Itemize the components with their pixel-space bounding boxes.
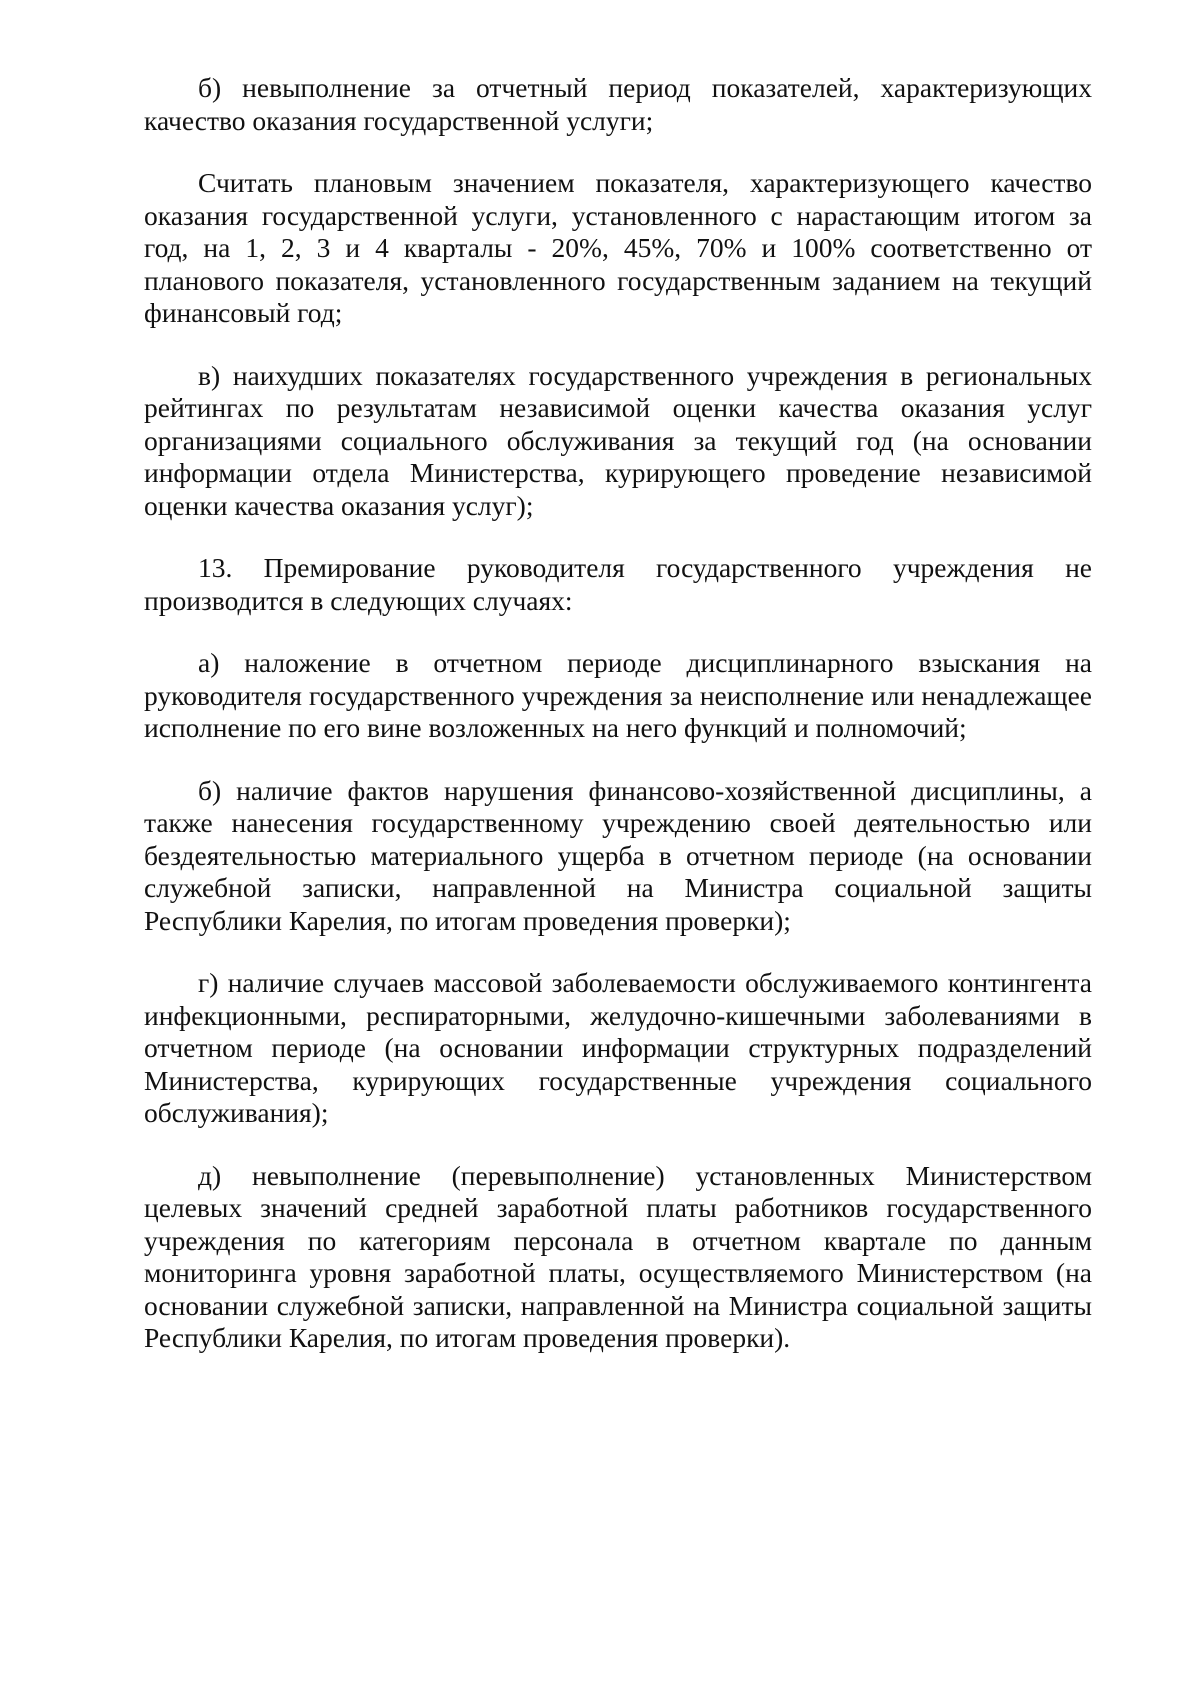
paragraph-planned-indicator-value: Считать плановым значением показателя, характеризующего качество оказания государственной услуги, установленного с нарастающим итогом за год, на 1, 2, 3 и 4 кварталы - 20%, 45%, 70% и 100% соответственно от планового показателя, установленного государственным заданием на текущий финансовый год; — [144, 167, 1092, 328]
paragraph-item-v-regional-ratings: в) наихудших показателях государственного учреждения в региональных рейтингах по результатам независимой оценки качества оказания услуг организациями социального обслуживания за текущий год (на основании информации отдела Министерства, курирующего проведение независимой оценки качества оказания услуг); — [144, 359, 1092, 521]
paragraph-item-g-mass-illness: г) наличие случаев массовой заболеваемости обслуживаемого контингента инфекционными, респираторными, желудочно-кишечными заболеваниями в отчетном периоде (на основании информации структурных подразделений Министерства, курирующих государственные учреждения социального обслуживания); — [144, 967, 1092, 1128]
paragraph-section-13: 13. Премирование руководителя государственного учреждения не производится в следующих случаях: — [144, 552, 1092, 616]
paragraph-item-b-quality-indicators: б) невыполнение за отчетный период показателей, характеризующих качество оказания государственной услуги; — [144, 72, 1092, 136]
paragraph-item-d-salary-targets: д) невыполнение (перевыполнение) установленных Министерством целевых значений средней заработной платы работников государственного учреждения по категориям персонала в отчетном квартале по данным мониторинга уровня заработной платы, осуществляемого Министерством (на основании служебной записки, направленной на Министра социальной защиты Республики Карелия, по итогам проведения проверки). — [144, 1159, 1092, 1353]
paragraph-item-a-disciplinary-penalty: а) наложение в отчетном периоде дисциплинарного взыскания на руководителя государственного учреждения за неисполнение или ненадлежащее исполнение по его вине возложенных на него функций и полномочий; — [144, 647, 1092, 743]
paragraph-item-b-financial-violations: б) наличие фактов нарушения финансово-хозяйственной дисциплины, а также нанесения государственному учреждению своей деятельностью или бездеятельностью материального ущерба в отчетном периоде (на основании служебной записки, направленной на Министра социальной защиты Республики Карелия, по итогам проведения проверки); — [144, 774, 1092, 936]
